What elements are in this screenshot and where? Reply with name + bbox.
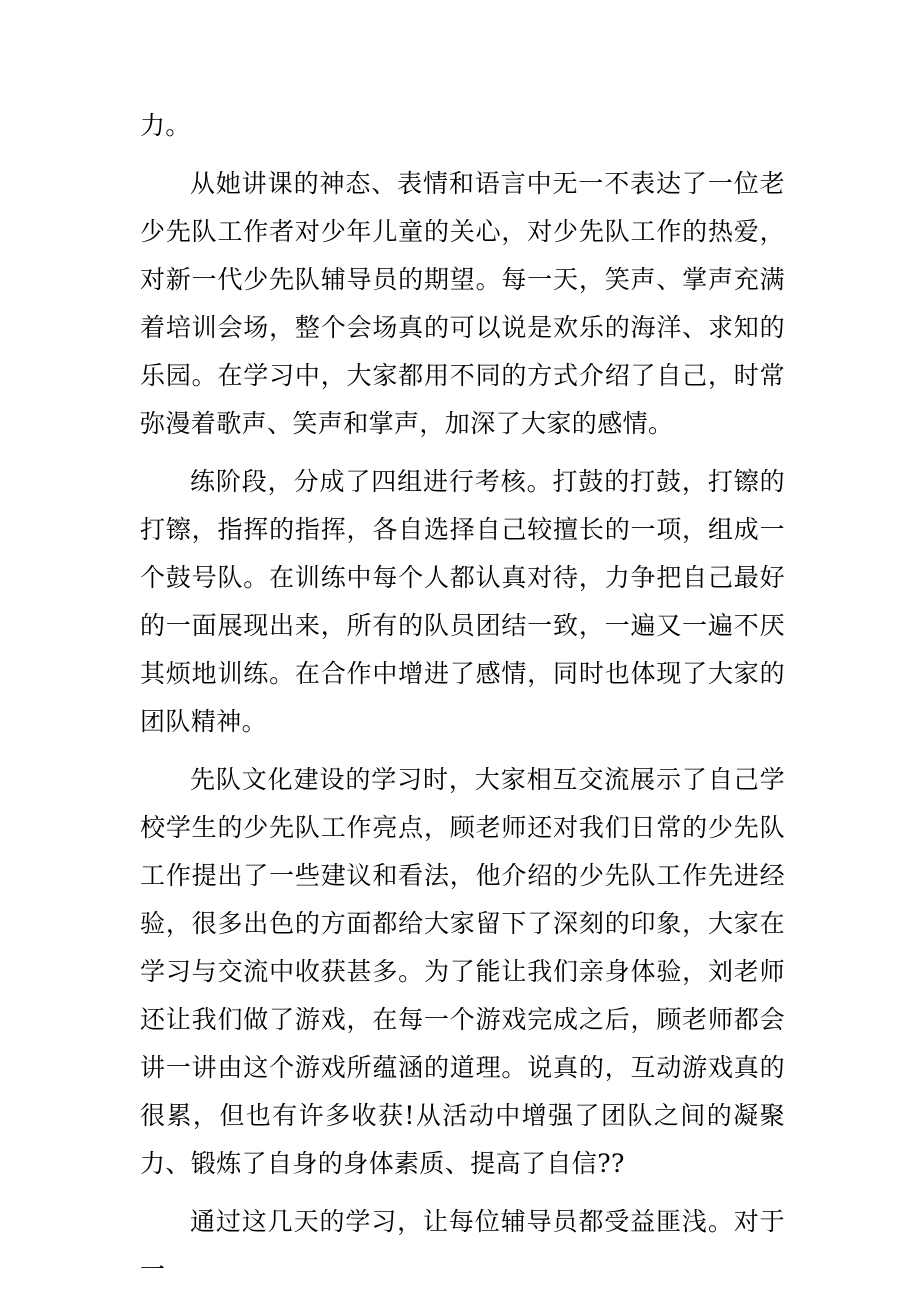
paragraph-drum-training: 练阶段，分成了四组进行考核。打鼓的打鼓，打镲的打镲，指挥的指挥，各自选择自己较擅长的一项，组成一个鼓号队。在训练中每个人都认真对待，力争把自己最好的一面展现出来，所有的队员团结一致，一遍又一遍不厌其烦地训练。在合作中增进了感情，同时也体现了大家的团队精神。: [140, 467, 785, 736]
paragraph-culture-building: 先队文化建设的学习时，大家相互交流展示了自己学校学生的少先队工作亮点，顾老师还对我们日常的少先队工作提出了一些建议和看法，他介绍的少先队工作先进经验，很多出色的方面都给大家留下了深刻的印象，大家在学习与交流中收获甚多。为了能让我们亲身体验，刘老师还让我们做了游戏，在每一个游戏完成之后，顾老师都会讲一讲由这个游戏所蕴涵的道理。说真的，互动游戏真的很累，但也有许多收获!从活动中增强了团队之间的凝聚力、锻炼了自身的身体素质、提高了自信??: [140, 765, 785, 1178]
paragraph-summary: 通过这几天的学习，让每位辅导员都受益匪浅。对于一: [140, 1207, 785, 1284]
paragraph-lecture: 从她讲课的神态、表情和语言中无一不表达了一位老少先队工作者对少年儿童的关心，对少先队工作的热爱，对新一代少先队辅导员的期望。每一天，笑声、掌声充满着培训会场，整个会场真的可以说是欢乐的海洋、求知的乐园。在学习中，大家都用不同的方式介绍了自己，时常弥漫着歌声、笑声和掌声，加深了大家的感情。: [140, 169, 785, 438]
paragraph-continuation: 力。: [140, 111, 191, 140]
document-page: [140, 102, 785, 1304]
